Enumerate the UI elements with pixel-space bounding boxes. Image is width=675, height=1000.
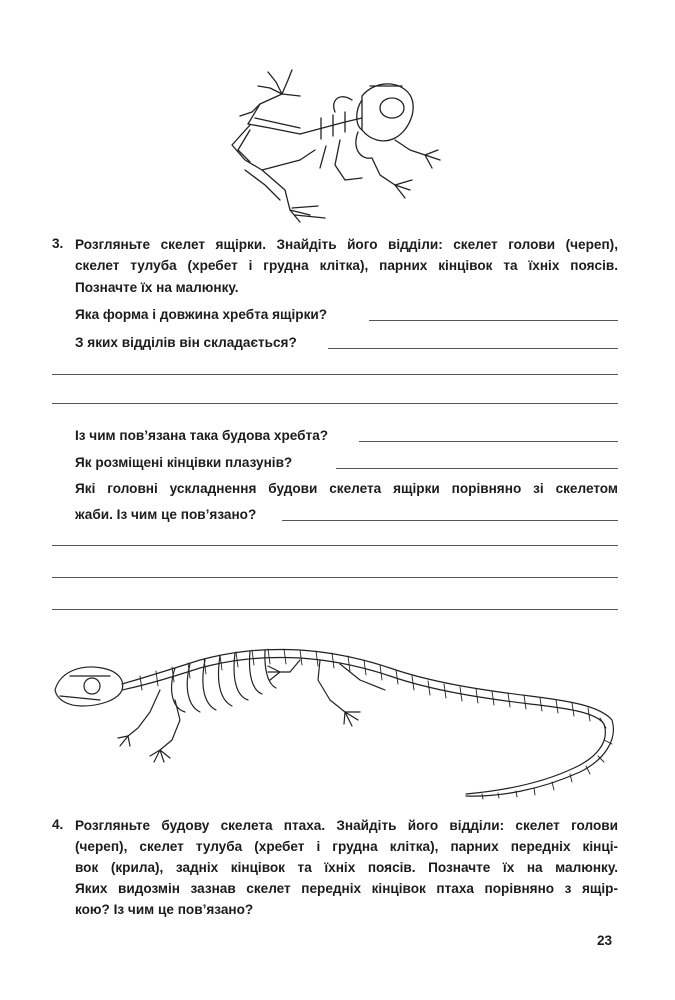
task-4-line-1: Розгляньте будову скелета птаха. Знайдіть його відділи: скелет голови — [75, 818, 618, 833]
answer-line[interactable] — [52, 403, 618, 404]
question-spine-structure-reason: Із чим пов’язана така будова хребта? — [75, 428, 329, 443]
answer-line-limb-position[interactable] — [336, 468, 618, 469]
answer-line[interactable] — [52, 374, 618, 375]
task-3-number: 3. — [52, 236, 64, 251]
task-3-intro-line-3: Позначте їх на малюнку. — [75, 280, 239, 295]
question-spine-shape: Яка форма і довжина хребта ящірки? — [75, 307, 328, 322]
task-4-line-4: Яких видозмін зазнав скелет передніх кінцівок птаха порівняно з ящір- — [75, 881, 618, 896]
question-spine-sections: З яких відділів він складається? — [75, 335, 297, 350]
task-3-intro-line-1: Розгляньте скелет ящірки. Знайдіть його відділи: скелет голови (череп), — [75, 237, 618, 252]
question-complications-line-2: жаби. Із чим це пов’язано? — [75, 507, 257, 522]
task-4-line-5: кою? Із чим це пов’язано? — [75, 902, 254, 917]
task-3-intro-line-2: скелет тулуба (хребет і грудна клітка), парних кінцівок та їхніх поясів. — [75, 258, 618, 273]
question-complications-line-1: Які головні ускладнення будови скелета ящірки порівняно зі скелетом — [75, 481, 618, 496]
task-4-line-2: (череп), скелет тулуба (хребет і грудна клітка), парних передніх кінці- — [75, 839, 618, 854]
answer-line[interactable] — [52, 609, 618, 610]
answer-line-spine-structure-reason[interactable] — [359, 441, 618, 442]
answer-line[interactable] — [52, 577, 618, 578]
answer-line-complications[interactable] — [282, 520, 618, 521]
answer-line-spine-sections[interactable] — [328, 348, 618, 349]
question-limb-position: Як розміщені кінцівки плазунів? — [75, 455, 293, 470]
answer-line-spine-shape[interactable] — [369, 320, 618, 321]
page-number: 23 — [597, 933, 613, 948]
task-4-number: 4. — [52, 817, 64, 832]
task-4-line-3: вок (крила), задніх кінцівок та їхніх поясів. Позначте їх на малюнку. — [75, 860, 618, 875]
answer-line[interactable] — [52, 545, 618, 546]
